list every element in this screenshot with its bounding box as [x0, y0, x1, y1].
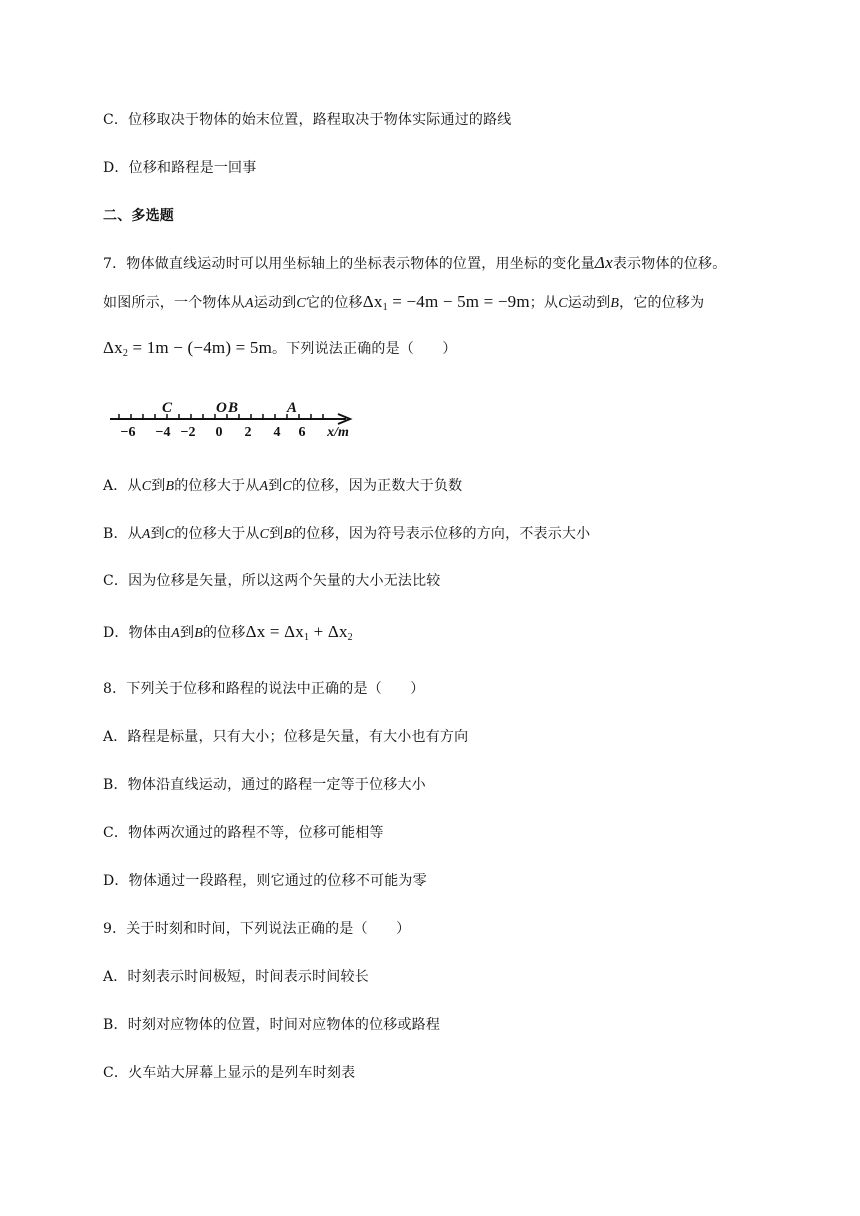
- eq-part: Δx = Δx: [245, 622, 304, 641]
- text-run: 的位移，因为正数大于负数: [291, 478, 463, 494]
- var-c: C: [296, 296, 306, 311]
- var: A: [141, 527, 151, 542]
- text-run: 运动到: [567, 295, 611, 311]
- eq-sub: 1: [303, 632, 310, 643]
- q7-option-c: C．因为位移是矢量，所以这两个矢量的大小无法比较: [103, 573, 441, 589]
- tick-label: 2: [244, 425, 252, 440]
- number-line-figure: [106, 394, 366, 444]
- q7-stem-text-end: 表示物体的位移。: [612, 256, 727, 272]
- text-run: 它的位移: [305, 295, 363, 311]
- q8-option-d: D．物体通过一段路程，则它通过的位移不可能为零: [103, 873, 427, 889]
- text-run: 的位移: [202, 625, 246, 641]
- q7-stem-line-1: [103, 253, 726, 274]
- eq-sub: 1: [382, 302, 388, 313]
- tick-label: 4: [273, 425, 281, 440]
- q8-option-c: C．物体两次通过的路程不等，位移可能相等: [103, 825, 384, 841]
- point-label-a: A: [287, 400, 298, 416]
- var-b: B: [610, 296, 620, 311]
- tick-labels: [121, 425, 349, 440]
- eq-part: + Δx: [309, 622, 348, 641]
- tick-label: −6: [120, 425, 136, 440]
- eq-sub: 2: [122, 348, 129, 359]
- text-run: D．物体由: [103, 625, 172, 641]
- var: B: [194, 626, 203, 641]
- q9-option-a: A．时刻表示时间极短，时间表示时间较长: [103, 969, 369, 985]
- text-run: 到: [150, 526, 165, 542]
- equation-delta-x1: [363, 292, 530, 311]
- text-run: 运动到: [253, 295, 297, 311]
- q9-option-b: B．时刻对应物体的位置，时间对应物体的位移或路程: [103, 1017, 441, 1033]
- text-run: A．从: [103, 478, 142, 494]
- eq-sub: 2: [347, 632, 353, 643]
- q9-option-c: C．火车站大屏幕上显示的是列车时刻表: [103, 1065, 356, 1081]
- delta-x-symbol: Δx: [594, 253, 613, 272]
- var: B: [283, 527, 293, 542]
- text-run: 的位移，因为符号表示位移的方向，不表示大小: [292, 526, 591, 542]
- var: C: [282, 479, 292, 494]
- var-a: A: [245, 296, 254, 311]
- var: C: [259, 527, 270, 542]
- q7-option-a: [103, 476, 462, 497]
- eq-rhs: = −4m − 5m = −9m: [387, 292, 530, 311]
- equation-delta-x-sum: [246, 622, 353, 641]
- section-heading-multiple-choice: 二、多选题: [103, 208, 174, 224]
- text-run: 到: [268, 478, 283, 494]
- equation-delta-x2: [103, 338, 272, 357]
- q7-option-b: [103, 524, 590, 545]
- var-c: C: [558, 296, 568, 311]
- var: B: [165, 479, 175, 494]
- eq-lhs: Δx: [362, 292, 383, 311]
- text-run: ，它的位移为: [619, 295, 705, 311]
- tick-label: −4: [155, 425, 171, 440]
- text-run: ；从: [529, 295, 559, 311]
- q8-option-a: A．路程是标量，只有大小；位移是矢量，有大小也有方向: [103, 729, 469, 745]
- point-label-c: C: [162, 400, 173, 416]
- text-run: 。下列说法正确的是（ ）: [272, 341, 457, 357]
- point-label-o: O: [216, 400, 227, 416]
- var: C: [141, 479, 152, 494]
- text-run: 到: [180, 625, 195, 641]
- q7-option-d: [103, 622, 353, 644]
- var: A: [259, 479, 269, 494]
- axis-unit-label: x/m: [327, 425, 349, 440]
- text-run: 的位移大于从: [174, 526, 260, 542]
- q8-stem: 8．下列关于位移和路程的说法中正确的是（ ）: [103, 681, 425, 697]
- q6-option-c: C．位移取决于物体的始末位置，路程取决于物体实际通过的路线: [103, 112, 512, 128]
- q7-stem-line-3: [103, 338, 457, 359]
- tick-label: 6: [298, 425, 306, 440]
- q6-option-d: D．位移和路程是一回事: [103, 160, 257, 176]
- q9-stem: 9．关于时刻和时间，下列说法正确的是（ ）: [103, 921, 411, 937]
- text-run: 的位移大于从: [174, 478, 260, 494]
- eq-rhs: = 1m − (−4m) = 5m: [128, 338, 272, 357]
- eq-lhs: Δx: [103, 338, 123, 357]
- text-run: 如图所示，一个物体从: [103, 295, 245, 311]
- text-run: B．从: [103, 526, 142, 542]
- q8-option-b: B．物体沿直线运动，通过的路程一定等于位移大小: [103, 777, 426, 793]
- text-run: 到: [151, 478, 166, 494]
- tick-label: −2: [180, 425, 196, 440]
- var: C: [164, 527, 175, 542]
- var: A: [171, 626, 180, 641]
- text-run: 到: [269, 526, 284, 542]
- q7-stem-line-2: [103, 292, 704, 314]
- q7-stem-text: 7．物体做直线运动时可以用坐标轴上的坐标表示物体的位置，用坐标的变化量: [103, 256, 595, 272]
- point-label-b: B: [228, 400, 239, 416]
- tick-label: 0: [215, 425, 223, 440]
